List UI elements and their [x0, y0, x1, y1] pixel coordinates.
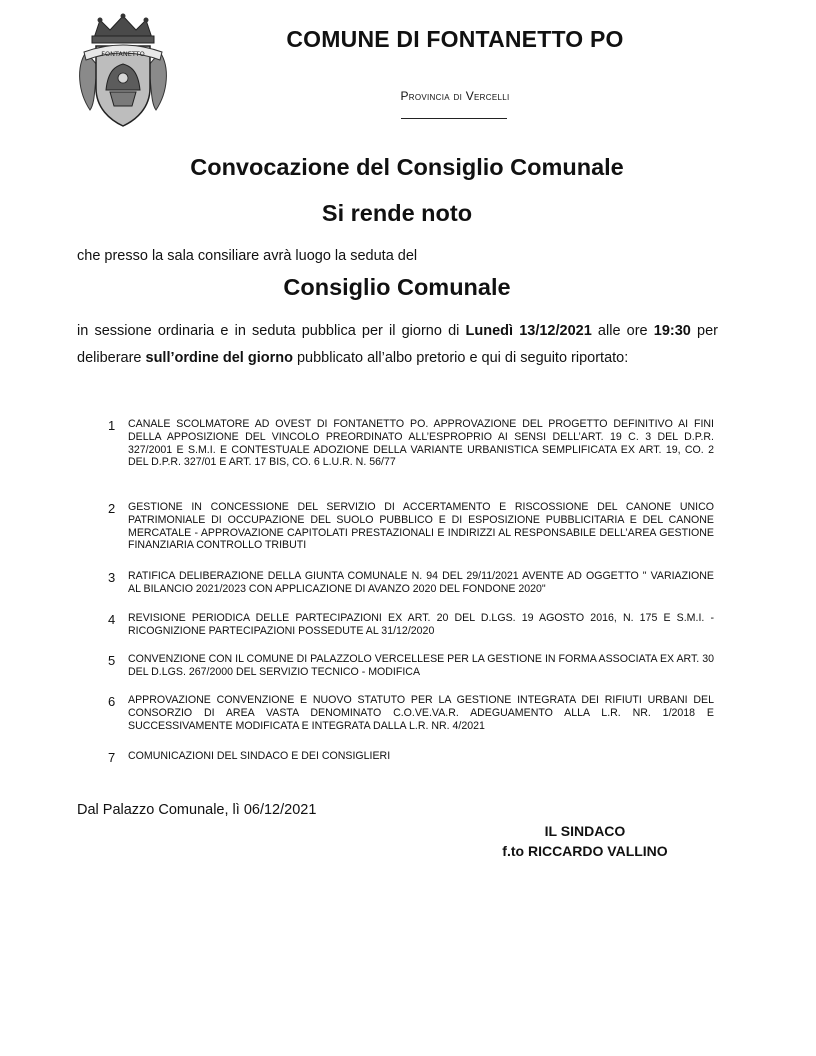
- agenda-item-text: APPROVAZIONE CONVENZIONE E NUOVO STATUTO PER LA GESTIONE INTEGRATA DEI RIFIUTI URBANI DEL CONSORZIO DI AREA VASTA DENOMINATO C.O.VE.VA.R. ADEGUAMENTO ALLA L.R. NR. 1/2018 E SUCCESSIVAMENTE MODIFICATA E INTEGRATA DALLA L.R. NR. 4/2021: [128, 694, 714, 732]
- province-label: Provincia di Vercelli: [400, 89, 510, 103]
- session-text-3: per deliberare: [77, 323, 718, 366]
- agenda-item: [104, 750, 714, 763]
- agenda-item: [104, 501, 714, 552]
- session-text-2: alle ore: [591, 323, 654, 339]
- session-paragraph: [77, 318, 718, 372]
- agenda-item-number: 2: [108, 501, 116, 516]
- agenda-item-text: GESTIONE IN CONCESSIONE DEL SERVIZIO DI ACCERTAMENTO E RISCOSSIONE DEL CANONE UNICO PATRIMONIALE DI OCCUPAZIONE DEL SUOLO PUBBLICO E DI ESPOSIZIONE PUBBLICITARIA E DEL CANONE MERCATALE - APPROVAZIONE CAPITOLATI PRESTAZIONALI E INDIRIZZI AL RESPONSABILE DELL’AREA GESTIONE FINANZIARIA CONTROLLO TRIBUTI: [128, 501, 714, 552]
- session-text-1: in sessione ordinaria e in seduta pubblica per il giorno di: [77, 323, 466, 339]
- agenda-item-text: CANALE SCOLMATORE AD OVEST DI FONTANETTO PO. APPROVAZIONE DEL PROGETTO DEFINITIVO AI FINI DELLA APPOSIZIONE DEL VINCOLO PREORDINATO ALL’ESPROPRIO AI SENSI DELL’ART. 19 C. 3 DEL D.P.R. 327/2001 E S.M.I. E CONTESTUALE ADOZIONE DELLA VARIANTE URBANISTICA SEMPLIFICATA EX ART. 19, CO. 2 DEL D.P.R. 327/01 E ART. 17 BIS, CO. 6 L.U.R. N. 56/77: [128, 418, 714, 469]
- agenda-item-number: 5: [108, 653, 116, 668]
- agenda-item-number: 3: [108, 570, 116, 585]
- agenda-item: [104, 653, 714, 679]
- session-time: 19:30: [653, 323, 691, 339]
- signature-block: [470, 821, 700, 861]
- agenda-item-text: REVISIONE PERIODICA DELLE PARTECIPAZIONI EX ART. 20 DEL D.LGS. 19 AGOSTO 2016, N. 175 E S.M.I. - RICOGNIZIONE PARTECIPAZIONI POSSEDUTE AL 31/12/2020: [128, 612, 714, 637]
- intro-text: che presso la sala consiliare avrà luogo la seduta del: [77, 248, 418, 264]
- council-heading: Consiglio Comunale: [283, 274, 511, 300]
- session-text-4: pubblicato all’albo pretorio e qui di seguito riportato:: [292, 350, 629, 366]
- agenda-item-text: RATIFICA DELIBERAZIONE DELLA GIUNTA COMUNALE N. 94 DEL 29/11/2021 AVENTE AD OGGETTO " VARIAZIONE AL BILANCIO 2021/2023 CON APPLICAZIONE DI AVANZO 2020 DEL FONDONE 2020": [128, 570, 714, 595]
- crest-motto: FONTANETTO: [101, 50, 145, 58]
- agenda-item-number: 7: [108, 750, 116, 765]
- signer-name: f.to RICCARDO VALLINO: [502, 843, 668, 859]
- signer-title: IL SINDACO: [544, 823, 626, 839]
- agenda-item-number: 6: [108, 694, 116, 709]
- notice-heading: Si rende noto: [321, 200, 473, 226]
- convocation-heading: Convocazione del Consiglio Comunale: [190, 154, 624, 180]
- agenda-item-text: COMUNICAZIONI DEL SINDACO E DEI CONSIGLIERI: [128, 750, 391, 762]
- municipality-title: COMUNE DI FONTANETTO PO: [286, 26, 624, 52]
- agenda-reference: sull’ordine del giorno: [145, 350, 293, 366]
- municipal-crest-icon: [72, 12, 174, 130]
- agenda-item: [104, 570, 714, 596]
- agenda-item: [104, 694, 714, 732]
- agenda-item-text: CONVENZIONE CON IL COMUNE DI PALAZZOLO VERCELLESE PER LA GESTIONE IN FORMA ASSOCIATA EX ART. 30 DEL D.LGS. 267/2000 DEL SERVIZIO TECNICO - MODIFICA: [128, 653, 714, 678]
- dateline: Dal Palazzo Comunale, lì 06/12/2021: [77, 802, 317, 818]
- agenda-item-number: 4: [108, 612, 116, 627]
- agenda-item-number: 1: [108, 418, 116, 433]
- session-date: Lunedì 13/12/2021: [465, 323, 592, 339]
- header-divider: [401, 118, 507, 119]
- agenda-item: [104, 612, 714, 638]
- agenda-item: [104, 418, 714, 469]
